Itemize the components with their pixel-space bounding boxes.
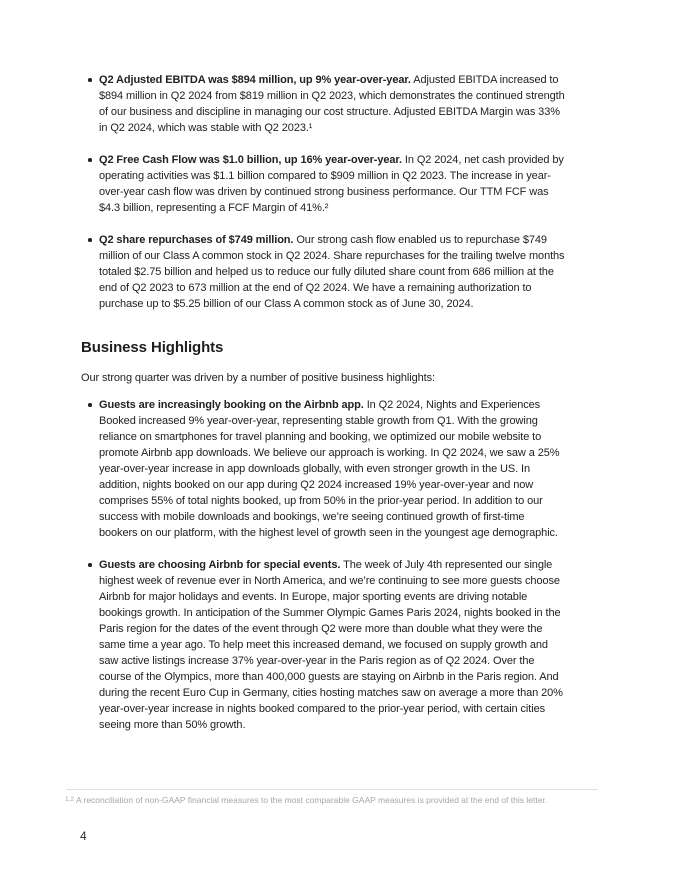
section-heading: Business Highlights (81, 339, 224, 356)
bullet-body: Adjusted EBITDA increased to $894 million in Q2 2024 from $819 million in Q2 2023, which demonstrates the continued strength of our business and discipline in managing our cost structure. Adjusted EBITDA Margin was 33% in Q2 2024, which was stable with Q2 2023.¹ (99, 74, 565, 134)
bullet-item (81, 397, 565, 541)
financial-bullets (81, 72, 565, 312)
footnote-marker: 1,2 (65, 795, 75, 803)
bullet-body: Our strong cash flow enabled us to repurchase $749 million of our Class A common stock in Q2 2024. Share repurchases for the trailing twelve months totaled $2.75 billion and helped us to reduce our fully diluted share count from 686 million at the end of Q2 2023 to 673 million at the end of Q2 2024. We have a remaining authorization to purchase up to $5.25 billion of our Class A common stock as of June 30, 2024. (99, 234, 565, 310)
footnote-text: A reconciliation of non-GAAP financial measures to the most comparable GAAP measures is provided at the end of this letter. (74, 795, 548, 805)
bullet-lead: Q2 share repurchases of $749 million. (99, 234, 294, 246)
footnote (65, 795, 585, 807)
highlight-bullets (81, 397, 565, 733)
bullet-lead: Guests are increasingly booking on the Airbnb app. (99, 399, 364, 411)
bullet-body: In Q2 2024, Nights and Experiences Booked increased 9% year-over-year, representing stable growth from Q1. With the growing reliance on smartphones for travel planning and booking, we optimized our mobile website to promote Airbnb app downloads. We believe our approach is working. In Q2 2024, we saw a 25% year-over-year increase in app downloads globally, with even stronger growth in the US. In addition, nights booked on our app during Q2 2024 increased 19% year-over-year and now comprises 55% of total nights booked, up from 50% in the prior-year period. In addition to our success with mobile downloads and bookings, we’re seeing continued growth of first-time bookers on our platform, with the highest level of growth seen in the youngest age demographic. (99, 399, 560, 539)
footnote-divider (66, 789, 598, 790)
bullet-body: In Q2 2024, net cash provided by operating activities was $1.1 billion compared to $909 million in Q2 2023. The increase in year-over-year cash flow was driven by continued strong business performance. Our TTM FCF was $4.3 billion, representing a FCF Margin of 41%.² (99, 154, 564, 214)
bullet-item (81, 72, 565, 136)
section-intro: Our strong quarter was driven by a number of positive business highlights: (81, 372, 435, 384)
bullet-lead: Guests are choosing Airbnb for special events. (99, 559, 341, 571)
bullet-item (81, 557, 565, 733)
bullet-lead: Q2 Adjusted EBITDA was $894 million, up 9% year-over-year. (99, 74, 411, 86)
bullet-item (81, 232, 565, 312)
bullet-item (81, 152, 565, 216)
bullet-lead: Q2 Free Cash Flow was $1.0 billion, up 16% year-over-year. (99, 154, 402, 166)
page-number: 4 (80, 829, 87, 843)
bullet-body: The week of July 4th represented our single highest week of revenue ever in North America, and we’re continuing to see more guests choose Airbnb for major holidays and events. In Europe, major sporting events are driving notable bookings growth. In anticipation of the Summer Olympic Games Paris 2024, nights booked in the Paris region for the dates of the event through Q2 were more than double what they were the same time a year ago. To help meet this increased demand, we focused on supply growth and saw active listings increase 37% year-over-year in the Paris region as of Q2 2024. Over the course of the Olympics, more than 400,000 guests are staying on Airbnb in the Paris region. And during the recent Euro Cup in Germany, cities hosting matches saw on average a more than 20% year-over-year increase in nights booked compared to the prior-year period, with certain cities seeing more than 50% growth. (99, 559, 563, 731)
